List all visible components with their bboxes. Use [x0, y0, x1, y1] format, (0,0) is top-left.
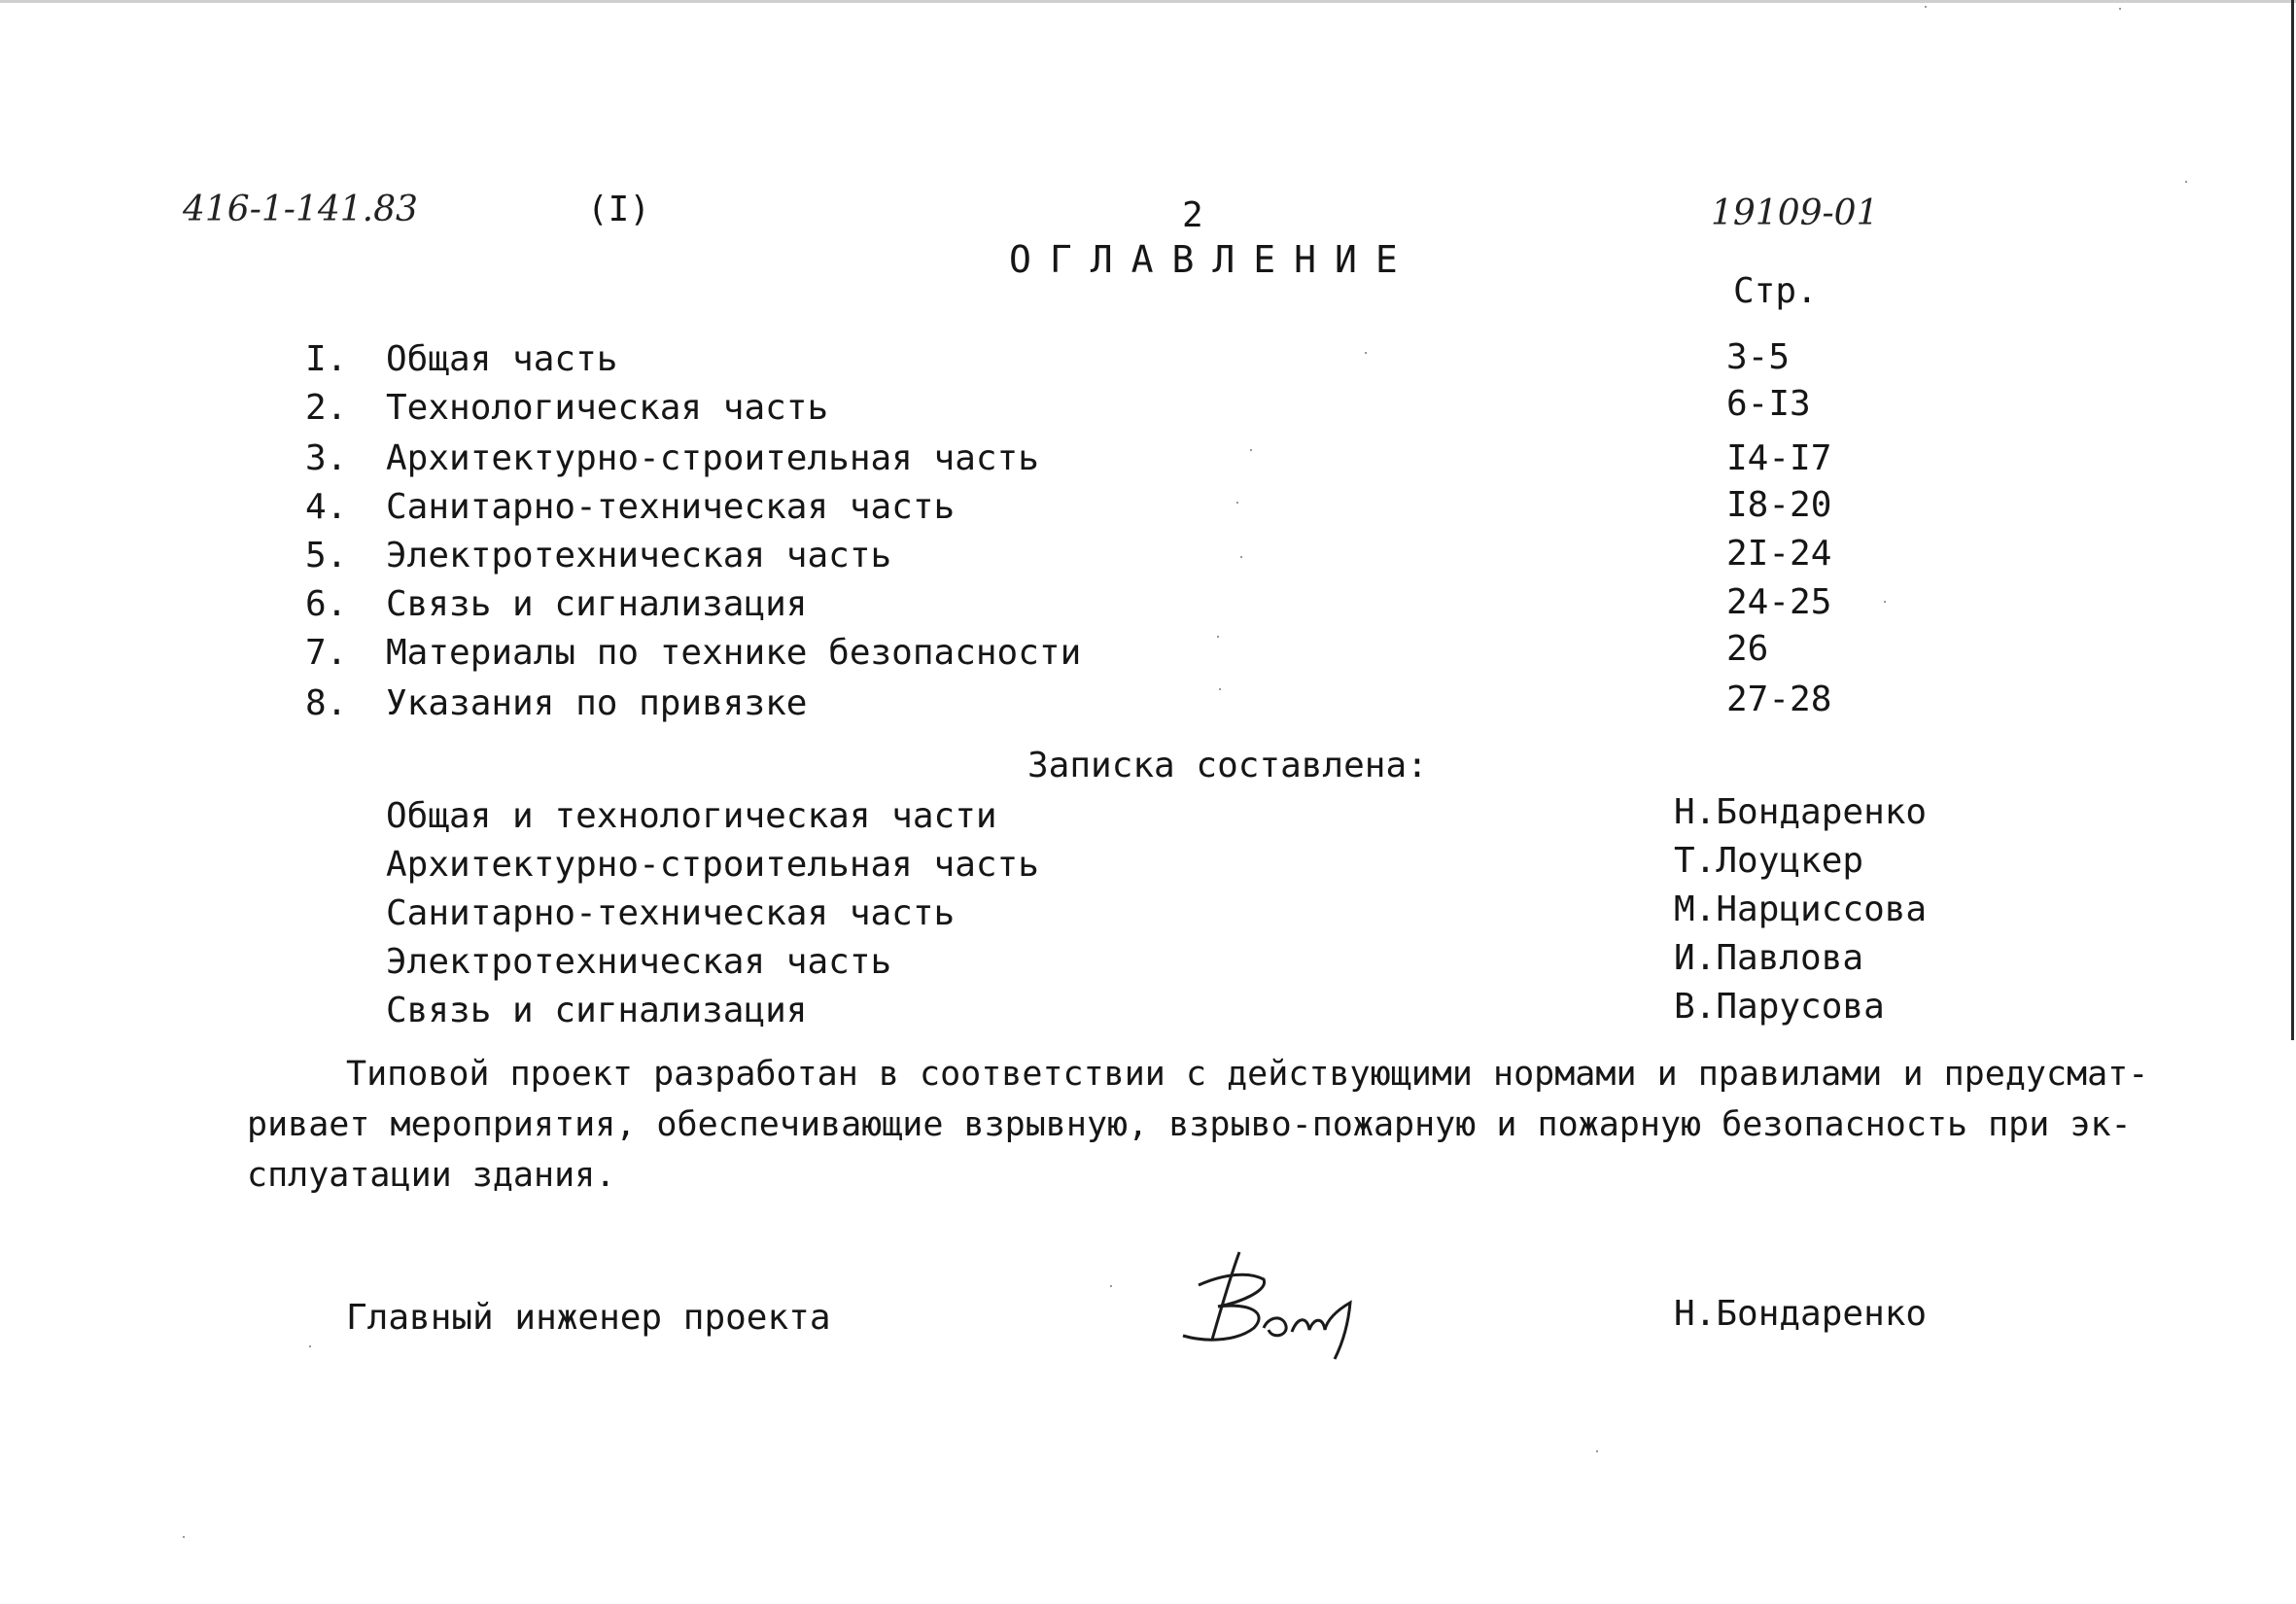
toc-label: Связь и сигнализация [386, 584, 808, 624]
toc-label: Электротехническая часть [386, 536, 892, 575]
authors-heading: Записка составлена: [1027, 746, 1428, 785]
toc-label: Санитарно-техническая часть [386, 487, 956, 527]
page-number: 2 [1182, 195, 1203, 235]
toc-number: 5. [305, 536, 348, 575]
author-section: Архитектурно-строительная часть [386, 845, 1039, 885]
author-name: Н.Бондаренко [1674, 792, 1928, 832]
scan-edge-right [2291, 0, 2294, 1040]
author-section: Электротехническая часть [386, 942, 892, 982]
author-name: Т.Лоуцкер [1674, 841, 1864, 881]
scan-speck [1365, 352, 1367, 354]
toc-pages: 26 [1726, 629, 1769, 669]
toc-number: 2. [305, 388, 348, 428]
author-name: В.Парусова [1674, 987, 1885, 1027]
archive-number: 19109-01 [1711, 193, 1879, 233]
author-name: М.Нарциссова [1674, 889, 1928, 929]
scan-speck [1219, 688, 1221, 690]
author-name: И.Павлова [1674, 938, 1864, 978]
toc-pages: 24-25 [1726, 582, 1832, 622]
toc-label: Указания по привязке [386, 683, 808, 723]
scan-speck [1240, 556, 1242, 558]
page-title: ОГЛАВЛЕНИЕ [1009, 238, 1416, 281]
paragraph-line: сплуатации здания. [247, 1156, 616, 1195]
toc-label: Архитектурно-строительная часть [386, 438, 1039, 478]
toc-pages: 27-28 [1726, 680, 1832, 719]
paragraph-line: ривает мероприятия, обеспечивающие взрывную, взрыво-пожарную и пожарную безопасность при эк- [247, 1105, 2132, 1144]
scan-speck [2119, 8, 2121, 10]
toc-pages: 6-I3 [1726, 384, 1811, 424]
scan-speck [183, 1536, 185, 1538]
paragraph-line: Типовой проект разработан в соответствии с действующими нормами и правилами и предусмат- [346, 1055, 2149, 1094]
scan-speck [1217, 636, 1219, 638]
toc-pages: 3-5 [1726, 337, 1791, 377]
page-column-header: Стр. [1733, 271, 1818, 311]
author-section: Санитарно-техническая часть [386, 893, 956, 933]
author-section: Связь и сигнализация [386, 991, 808, 1030]
author-section: Общая и технологическая части [386, 796, 997, 836]
doc-code: 416-1-141.83 [183, 190, 418, 229]
scan-speck [1925, 6, 1927, 8]
toc-number: 6. [305, 584, 348, 624]
toc-label: Технологическая часть [386, 388, 829, 428]
scan-edge-top [0, 0, 2296, 3]
toc-pages: I8-20 [1726, 485, 1832, 525]
handwritten-signature [1171, 1235, 1366, 1371]
scan-speck [1884, 601, 1886, 603]
volume-number: (I) [587, 190, 651, 229]
toc-label: Материалы по технике безопасности [386, 633, 1082, 673]
toc-label: Общая часть [386, 339, 618, 379]
toc-number: 8. [305, 683, 348, 723]
signoff-name: Н.Бондаренко [1674, 1294, 1928, 1334]
scan-speck [1236, 502, 1238, 504]
scan-speck [309, 1345, 311, 1347]
toc-number: I. [305, 339, 348, 379]
scan-speck [1110, 1285, 1112, 1287]
toc-number: 4. [305, 487, 348, 527]
scan-speck [1250, 449, 1252, 451]
toc-number: 3. [305, 438, 348, 478]
scan-speck [2185, 181, 2187, 183]
toc-pages: I4-I7 [1726, 438, 1832, 478]
toc-pages: 2I-24 [1726, 534, 1832, 574]
toc-number: 7. [305, 633, 348, 673]
signoff-role: Главный инженер проекта [346, 1298, 831, 1338]
scan-speck [1596, 1450, 1598, 1452]
